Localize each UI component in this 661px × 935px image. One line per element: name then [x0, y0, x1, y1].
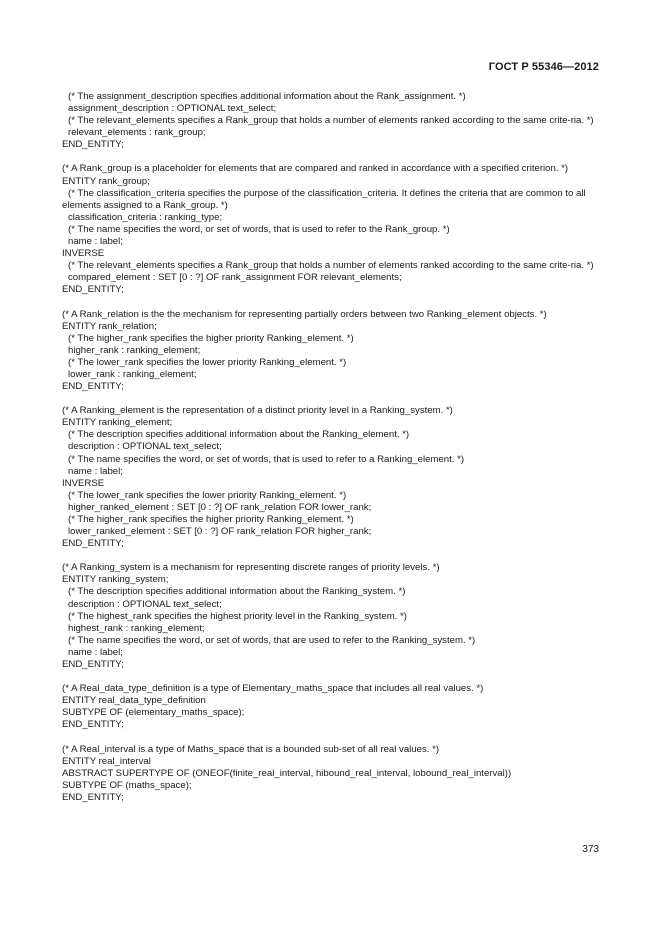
entity-block: [62, 683, 606, 731]
code-line: name : label;: [68, 646, 123, 658]
code-line: (* A Ranking_element is the representation of a distinct priority level in a Ranking_system. *): [62, 405, 453, 417]
entity-block: [62, 405, 606, 550]
code-line: (* A Real_data_type_definition is a type of Elementary_maths_space that includes all real values. *): [62, 683, 484, 695]
code-line: END_ENTITY;: [62, 659, 124, 671]
code-line: compared_element : SET [0 : ?] OF rank_assignment FOR relevant_elements;: [68, 272, 402, 284]
code-line: (* A Ranking_system is a mechanism for representing discrete ranges of priority levels. *): [62, 562, 440, 574]
code-line: lower_ranked_element : SET [0 : ?] OF rank_relation FOR higher_rank;: [68, 526, 372, 538]
code-line: END_ENTITY;: [62, 381, 124, 393]
code-line: relevant_elements : rank_group;: [68, 127, 206, 139]
standard-designation: ГОСТ Р 55346—2012: [488, 61, 599, 73]
code-line: description : OPTIONAL text_select;: [68, 598, 222, 610]
code-line: ENTITY ranking_system;: [62, 574, 169, 586]
code-line: classification_criteria : ranking_type;: [68, 211, 223, 223]
code-line: highest_rank : ranking_element;: [68, 622, 205, 634]
code-line: assignment_description : OPTIONAL text_select;: [68, 103, 277, 115]
code-line: END_ENTITY;: [62, 719, 124, 731]
code-line: lower_rank : ranking_element;: [68, 368, 197, 380]
express-schema-text: [62, 91, 606, 816]
code-line: ENTITY rank_group;: [62, 175, 150, 187]
entity-block: [62, 309, 606, 394]
code-line: higher_ranked_element : SET [0 : ?] OF rank_relation FOR lower_rank;: [68, 501, 372, 513]
code-line: INVERSE: [62, 477, 105, 489]
code-line: (* The relevant_elements specifies a Rank_group that holds a number of elements ranked according to the same crite-ria. *): [68, 115, 594, 127]
code-line: ENTITY rank_relation;: [62, 320, 157, 332]
code-line: INVERSE: [62, 248, 105, 260]
code-line: (* The description specifies additional information about the Ranking_element. *): [68, 429, 410, 441]
code-line: ENTITY ranking_element;: [62, 417, 173, 429]
code-line: (* A Rank_group is a placeholder for elements that are compared and ranked in accordance with a specified criterion. *): [62, 163, 569, 175]
page-number: 373: [582, 844, 599, 855]
code-line: END_ENTITY;: [62, 538, 124, 550]
code-line: (* The name specifies the word, or set of words, that is used to refer to the Rank_group. *): [68, 223, 450, 235]
code-line: (* The lower_rank specifies the lower priority Ranking_element. *): [68, 356, 347, 368]
code-line: SUBTYPE OF (elementary_maths_space);: [62, 707, 245, 719]
code-line: ENTITY real_interval: [62, 755, 151, 767]
code-line: (* The highest_rank specifies the highest priority level in the Ranking_system. *): [68, 610, 407, 622]
code-line: (* The lower_rank specifies the lower priority Ranking_element. *): [68, 489, 347, 501]
entity-block: [62, 91, 606, 151]
code-line: (* The higher_rank specifies the higher priority Ranking_element. *): [68, 514, 354, 525]
code-line: ABSTRACT SUPERTYPE OF (ONEOF(finite_real_interval, hibound_real_interval, lobound_real_interval)): [62, 767, 512, 779]
code-line: END_ENTITY;: [62, 139, 124, 151]
code-line: (* The name specifies the word, or set of words, that are used to refer to the Ranking_system. *): [68, 634, 476, 646]
code-line: higher_rank : ranking_element;: [68, 344, 201, 356]
code-line: (* The name specifies the word, or set of words, that is used to refer to a Ranking_element. *): [68, 453, 465, 465]
entity-block: [62, 163, 606, 296]
code-line: (* The description specifies additional information about the Ranking_system. *): [68, 586, 406, 598]
code-line: SUBTYPE OF (maths_space);: [62, 779, 192, 791]
code-line: (* The assignment_description specifies additional information about the Rank_assignment. *): [68, 91, 466, 102]
code-line: END_ENTITY;: [62, 791, 124, 803]
entity-block: [62, 562, 606, 671]
code-line: (* A Rank_relation is the the mechanism for representing partially orders between two Ranking_element objects. *): [62, 308, 547, 320]
code-line: (* The classification_criteria specifies the purpose of the classification_criteria. It defines the criteria that are common to all elements assigned to a Rank_group. *): [62, 187, 589, 211]
entity-block: [62, 744, 606, 804]
code-line: name : label;: [68, 465, 123, 477]
code-line: ENTITY real_data_type_definition: [62, 695, 206, 707]
code-line: (* A Real_interval is a type of Maths_space that is a bounded sub-set of all real values. *): [62, 743, 440, 755]
code-line: description : OPTIONAL text_select;: [68, 441, 222, 453]
code-line: (* The higher_rank specifies the higher priority Ranking_element. *): [68, 332, 354, 344]
code-line: END_ENTITY;: [62, 284, 124, 296]
code-line: (* The relevant_elements specifies a Rank_group that holds a number of elements ranked according to the same crite-ria. *): [68, 260, 594, 272]
code-line: name : label;: [68, 236, 123, 248]
